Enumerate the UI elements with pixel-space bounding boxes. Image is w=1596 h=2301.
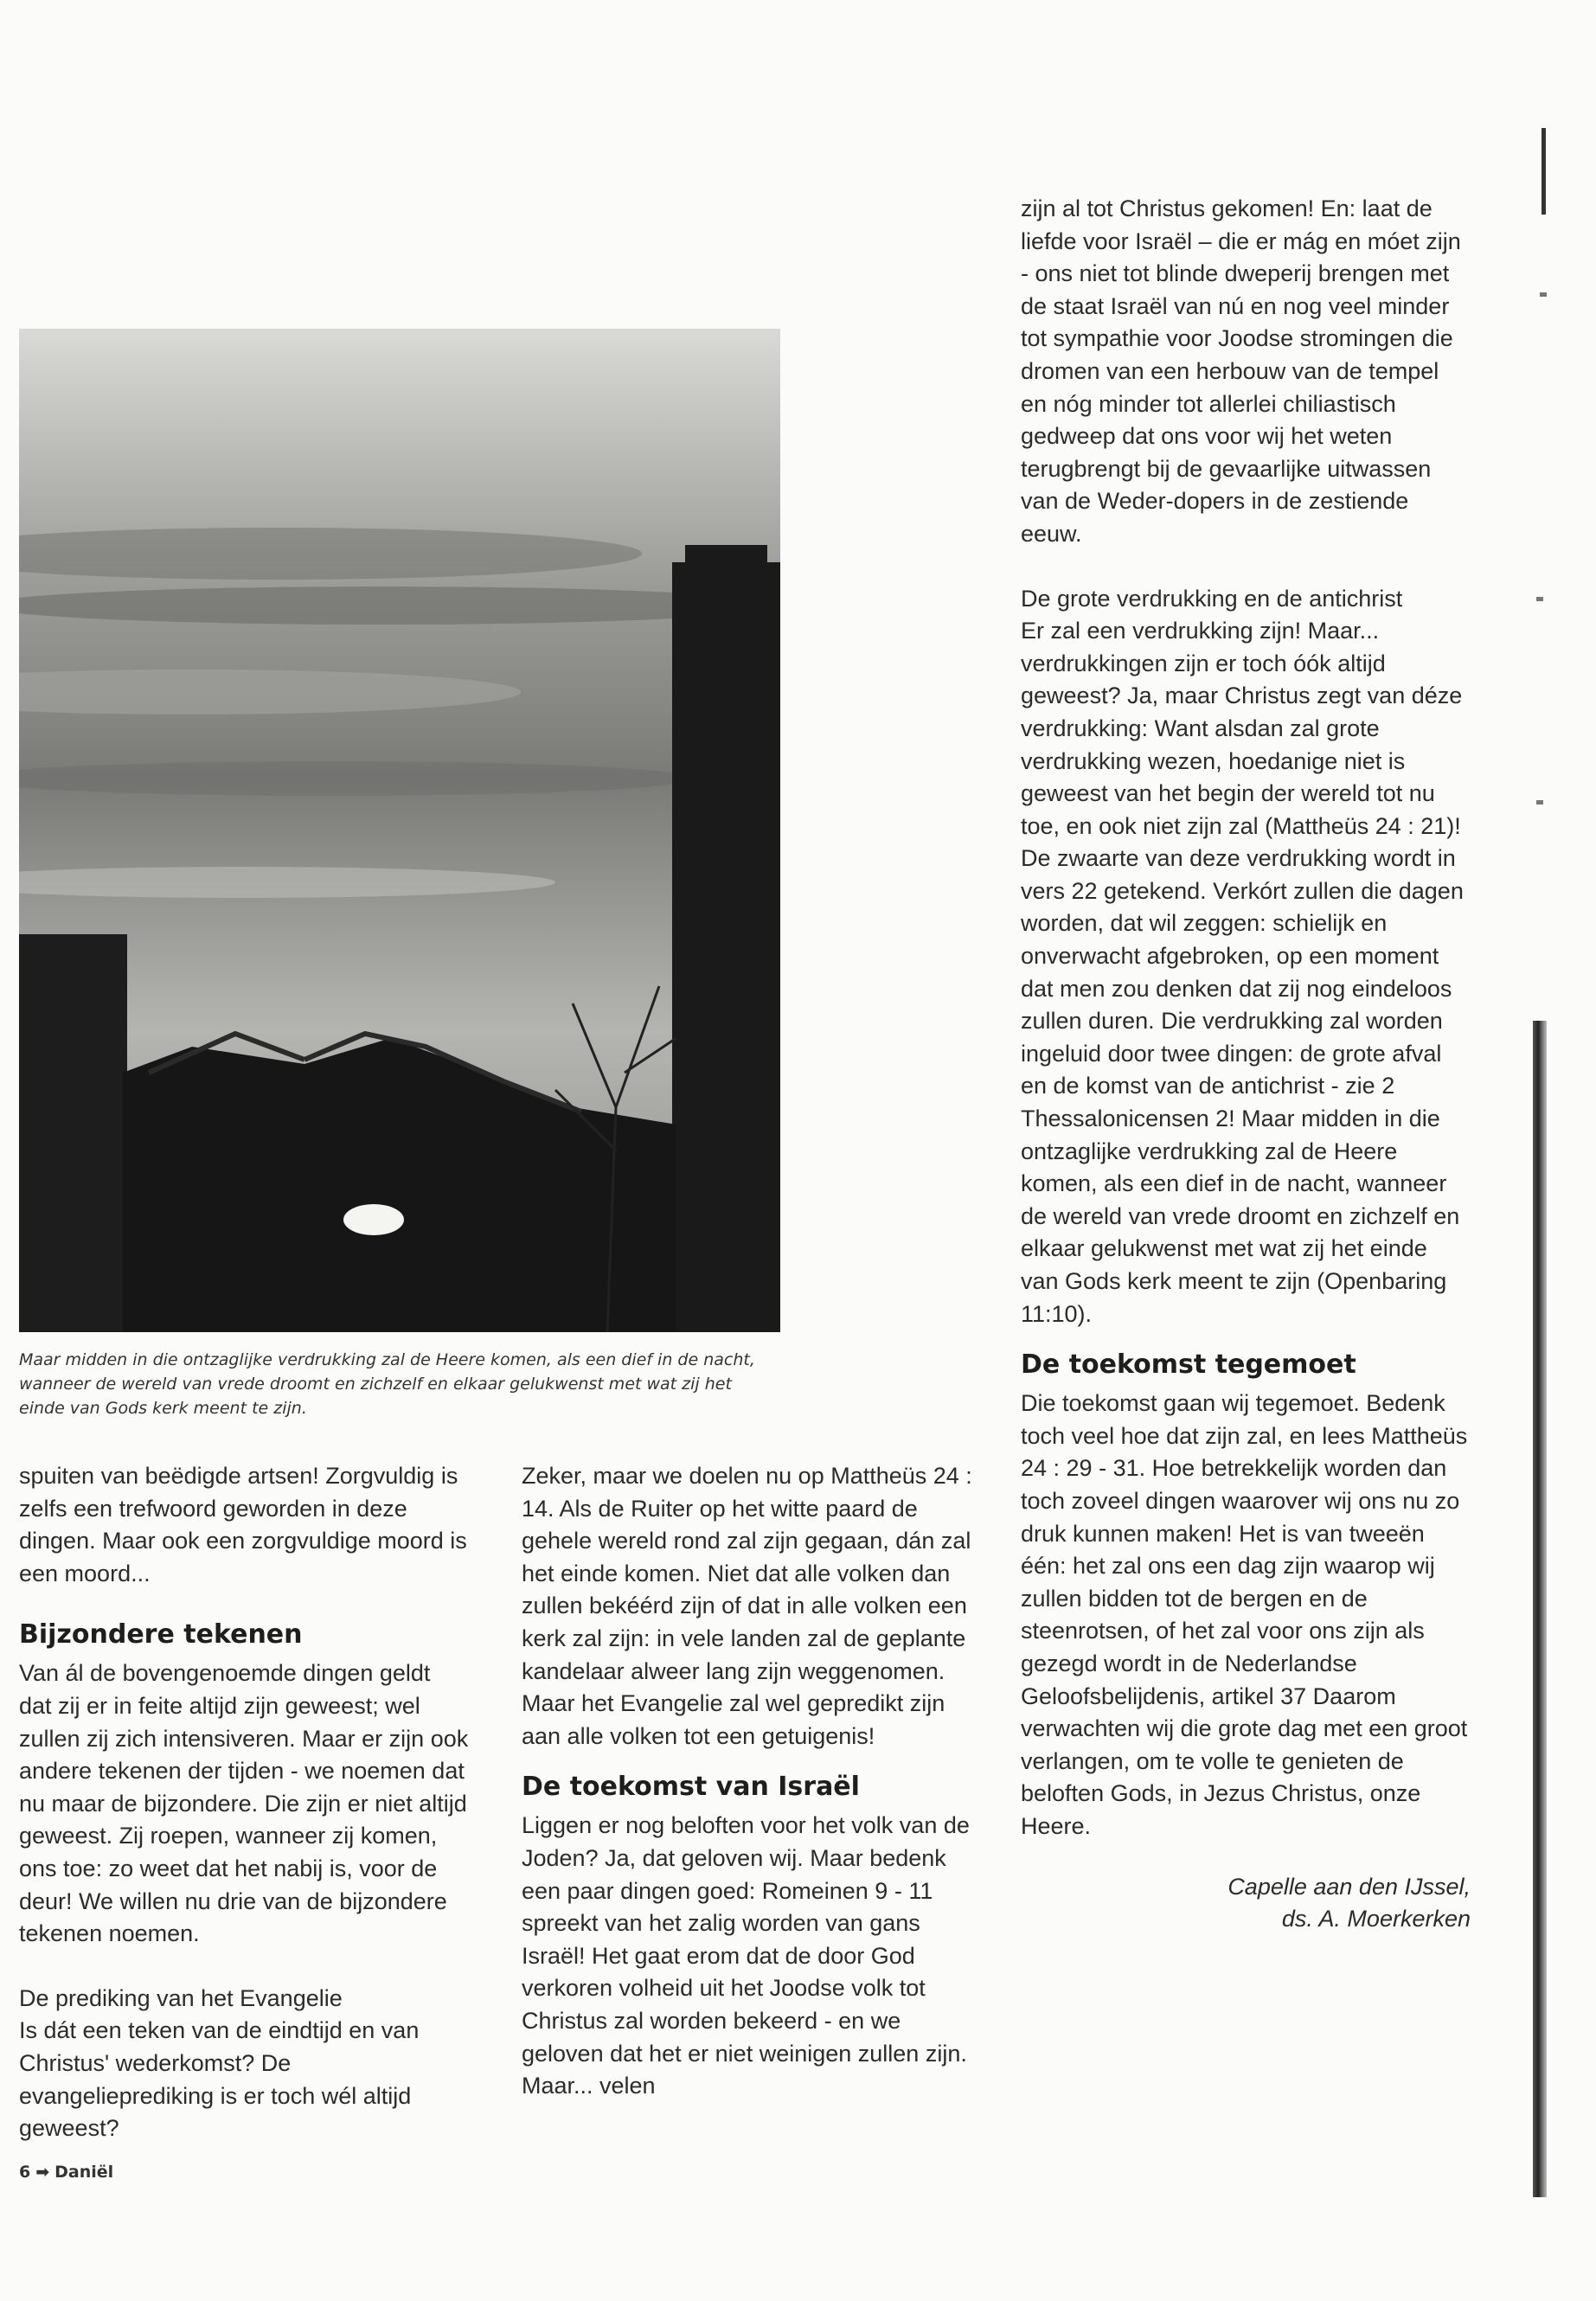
signature-name: ds. A. Moerkerken <box>1281 1905 1471 1932</box>
paragraph: zijn al tot Christus gekomen! En: laat de liefde voor Israël – die er mág en móet zijn - ons niet tot blinde dweperij brengen met de staat Israël van nú en nog veel minder tot sympathie voor Joodse stromingen die dromen van een herbouw van de tempel en nóg minder tot allerlei chiliastisch gedweep dat ons voor wij het weten terugbrengt bij de gevaarlijke uitwassen van de Weder-dopers in de zestiende eeuw. <box>1021 195 1461 547</box>
section-heading: Bijzondere tekenen <box>19 1619 303 1650</box>
paragraph: Die toekomst gaan wij tegemoet. Bedenk toch veel hoe dat zijn zal, en lees Mattheüs 24 : 29 - 31. Hoe betrekkelijk worden dan toch zoveel dingen waarover wij ons nu zo druk kunnen maken! Het is van tweeën één: het zal ons een dag zijn waarop wij zullen bidden tot de bergen en de steenrotsen, of het zal voor ons zijn als gezegd wordt in de Nederlandse Geloofsbelijdenis, artikel 37 Daarom verwachten wij die grote dag met een groot verlangen, om te volle te genieten de beloften Gods, in Jezus Christus, onze Heere. <box>1021 1390 1468 1839</box>
paragraph: spuiten van beëdigde artsen! Zorgvuldig is zelfs een trefwoord geworden in deze dingen. Maar ook een zorgvuldige moord is een moord... <box>19 1463 467 1586</box>
scan-speck <box>1540 292 1547 297</box>
page-number: 6 <box>19 2163 31 2182</box>
paragraph <box>1021 583 1471 1331</box>
signature-place: Capelle aan den IJssel, <box>1227 1873 1471 1900</box>
paragraph: Van ál de bovengenoemde dingen geldt dat zij er in feite altijd zijn geweest; wel zullen zij zich intensiveren. Maar er zijn ook andere tekenen der tijden - we noemen dat nu maar de bijzondere. Die zijn er niet altijd geweest. Zij roepen, wanneer zij komen, ons toe: zo weet dat het nabij is, voor de deur! We willen nu drie van de bijzondere tekenen noemen. <box>19 1660 469 1947</box>
arrow-icon: ➡ <box>35 2163 50 2182</box>
scan-speck <box>1536 800 1543 804</box>
paragraph <box>19 1983 469 2145</box>
page-footer <box>19 2163 113 2182</box>
section-heading: De toekomst tegemoet <box>1021 1349 1356 1381</box>
middle-column <box>522 1460 976 2103</box>
binding-edge <box>1533 1021 1547 2197</box>
paragraph: Zeker, maar we doelen nu op Mattheüs 24 : 14. Als de Ruiter op het witte paard de gehele wereld rond zal zijn gegaan, dán zal het einde komen. Niet dat alle volken dan zullen bekéérd zijn of dat in alle volken een kerk zal zijn: in vele landen zal de geplante kandelaar alweer lang zijn weggenomen. Maar het Evangelie zal wel gepredikt zijn aan alle volken tot een getuigenis! <box>522 1463 972 1749</box>
magazine-name: Daniël <box>54 2163 114 2182</box>
photo-caption: Maar midden in die ontzaglijke verdrukking zal de Heere komen, als een dief in de nacht, wanneer de wereld van vrede droomt en zichzelf en elkaar gelukwenst met wat zij het einde van Gods kerk meent te zijn. <box>19 1350 755 1418</box>
left-column <box>19 1460 469 2145</box>
subheading: De prediking van het Evangelie <box>19 1984 343 2011</box>
scan-speck <box>1536 597 1543 601</box>
subheading: De grote verdrukking en de antichrist <box>1021 585 1403 612</box>
paragraph-text: Er zal een verdrukking zijn! Maar... verdrukkingen zijn er toch óók altijd geweest? Ja, maar Christus zegt van déze verdrukking: Want alsdan zal grote verdrukking wezen, hoedanige niet is geweest van het begin der wereld tot nu toe, en ook niet zijn zal (Mattheüs 24 : 21)! De zwaarte van deze verdrukking wordt in vers 22 getekend. Verkórt zullen die dagen worden, dat wil zeggen: schielijk en onverwacht afgebroken, op een moment dat men zou denken dat zij nog eindeloos zullen duren. Die verdrukking zal worden ingeluid door twee dingen: de grote afval en de komst van de antichrist - zie 2 Thessalonicensen 2! Maar midden in die ontzaglijke verdrukking zal de Heere komen, als een dief in de nacht, wanneer de wereld van vrede droomt en zichzelf en elkaar gelukwenst met wat zij het einde van Gods kerk meent te zijn (Openbaring 11:10). <box>1021 618 1464 1327</box>
section-heading: De toekomst van Israël <box>522 1772 860 1803</box>
right-column <box>1021 193 1471 1935</box>
edge-mark <box>1542 128 1546 215</box>
paragraph: Liggen er nog beloften voor het volk van de Joden? Ja, dat geloven wij. Maar bedenk een paar dingen goed: Romeinen 9 - 11 spreekt van het zalig worden van gans Israël! Het gaat erom dat de door God verkoren volheid uit het Joodse volk tot Christus zal worden bekeerd - en we geloven dat het er niet weinigen zullen zijn. Maar... velen <box>522 1812 970 2099</box>
article-photo <box>19 329 780 1332</box>
sunrise-skyline-image <box>19 329 780 1332</box>
paragraph-text: Is dát een teken van de eindtijd en van Christus' wederkomst? De evangelieprediking is er toch wél altijd geweest? <box>19 2017 420 2142</box>
signature <box>1021 1871 1471 1935</box>
